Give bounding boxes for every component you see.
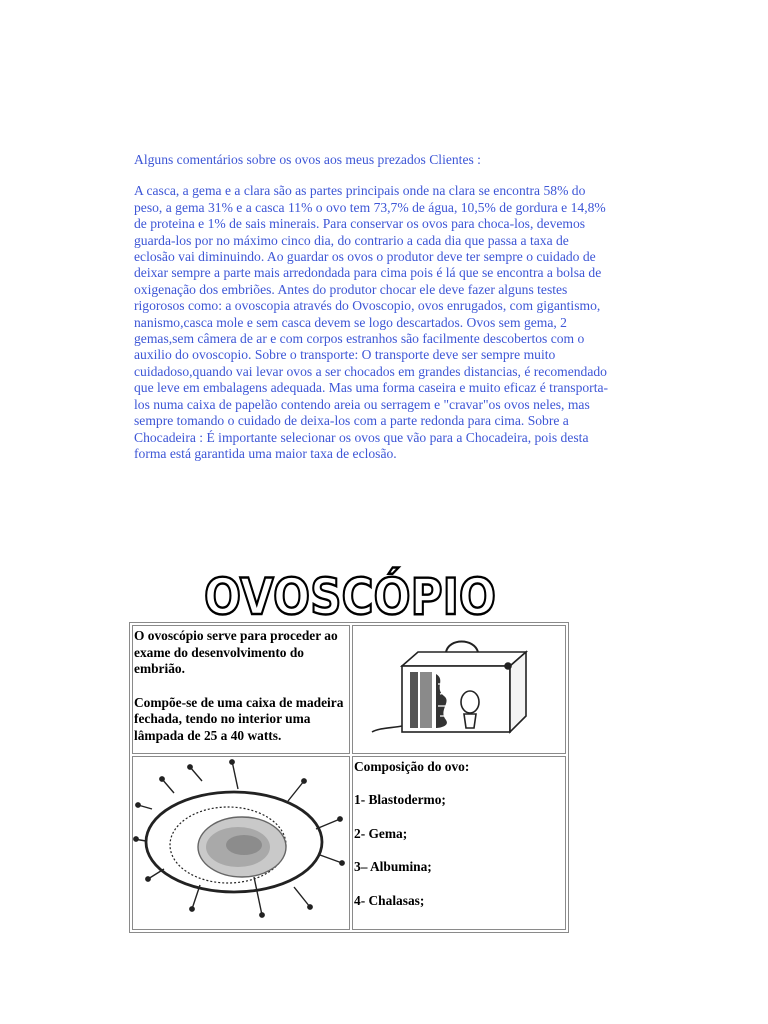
ovoscope-description-cell [132, 625, 350, 754]
composition-item-3: 3– Albumina; [354, 859, 432, 874]
composition-cell [352, 756, 566, 931]
composition-item-1: 1- Blastodermo; [354, 792, 446, 807]
ovoscope-info-table [129, 622, 569, 933]
table-row [132, 625, 566, 754]
table-row [132, 756, 566, 931]
ovoscopio-title: OVOSCÓPIO [204, 568, 539, 626]
intro-text-block [134, 152, 612, 462]
ovoscope-construction: Compõe-se de uma caixa de madeira fechada, tendo no interior uma lâmpada de 25 a 40 watts. [134, 694, 344, 743]
ovoscopio-title-svg [200, 562, 539, 626]
egg-image-cell [132, 756, 350, 931]
intro-paragraph: A casca, a gema e a clara são as partes principais onde na clara se encontra 58% do peso, a gema 31% e a casca 11% o ovo tem 73,7% de água, 10,5% de gordura e 14,8% de proteina e 1% de sais minerais. Para conservar os ovos para choca-los, devemos guarda-los por no máximo cinco dia, do contrario a cada dia que passa a taxa de eclosão vai diminuindo. Ao guardar os ovos o produtor deve ter sempre o cuidado de deixar sempre a parte mais arredondada para cima pois é lá que se encontra a bolsa de oxigenação dos embriões. Antes do produtor chocar ele deve fazer alguns testes rigorosos como: a ovoscopia através do Ovoscopio, ovos enrugados, com gigantismo, nanismo,casca mole e sem casca devem se logo descartados. Ovos sem gema, 2 gemas,sem câmera de ar e com corpos estranhos são facilmente descobertos com o auxilio do ovoscopio. Sobre o transporte: O transporte deve ser sempre muito cuidadoso,quando vai levar ovos a ser chocados em grandes distancias, é recomendado que leve em embalagens adequada. Mas uma forma caseira e muito eficaz é transporta-los numa caixa de papelão contendo areia ou serragem e "cravar"os ovos neles, mas sempre tomando o cuidado de deixa-los com a parte redonda para cima. Sobre a Chocadeira : É importante selecionar os ovos que vão para a Chocadeira, pois desta forma está garantida uma maior taxa de eclosão. [134, 183, 609, 461]
intro-heading: Alguns comentários sobre os ovos aos meus prezados Clientes : [134, 152, 481, 167]
composition-item-4: 4- Chalasas; [354, 892, 425, 908]
egg-cross-section-icon [134, 759, 348, 923]
composition-title: Composição do ovo: [354, 758, 470, 774]
ovoscopio-word-art [200, 562, 539, 626]
composition-item-2: 2- Gema; [354, 825, 408, 841]
ovoscope-image-cell [352, 625, 566, 754]
ovoscope-description: O ovoscópio serve para proceder ao exame do desenvolvimento do embrião. [134, 628, 338, 676]
ovoscope-box-icon [354, 628, 564, 746]
